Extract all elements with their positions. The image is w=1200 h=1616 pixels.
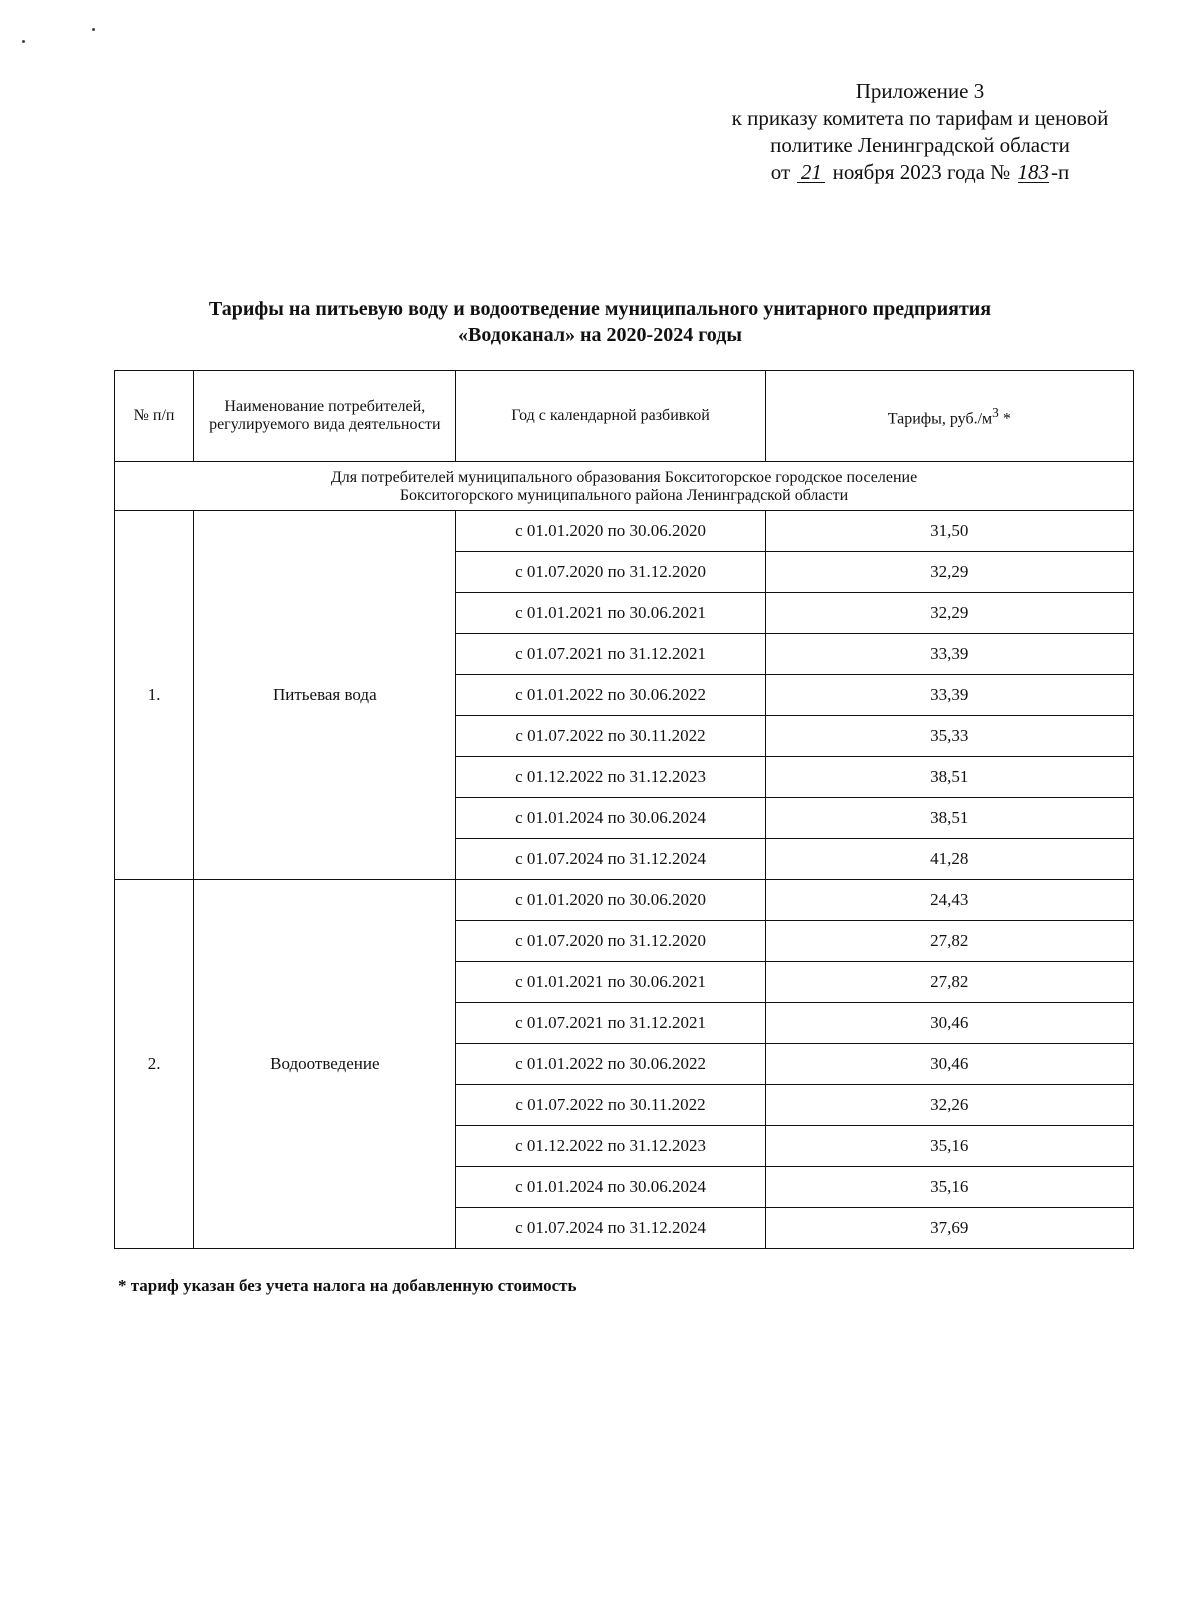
period-cell: с 01.01.2020 по 30.06.2020 <box>456 880 765 921</box>
group-row <box>115 462 1134 511</box>
tariff-value-cell: 33,39 <box>765 675 1133 716</box>
period-cell: с 01.01.2021 по 30.06.2021 <box>456 962 765 1003</box>
order-suffix: -п <box>1051 160 1070 184</box>
tariff-value-cell: 32,29 <box>765 593 1133 634</box>
tariff-value-cell: 38,51 <box>765 757 1133 798</box>
tariff-value-cell: 33,39 <box>765 634 1133 675</box>
tariff-value-cell: 31,50 <box>765 511 1133 552</box>
tariff-value-cell: 37,69 <box>765 1208 1133 1249</box>
header-tariff-asterisk: * <box>998 410 1011 428</box>
period-cell: с 01.01.2021 по 30.06.2021 <box>456 593 765 634</box>
handwritten-order-number: 183 <box>1017 160 1050 184</box>
footnote: * тариф указан без учета налога на добавленную стоимость <box>118 1276 577 1295</box>
tariff-value-cell: 32,29 <box>765 552 1133 593</box>
appendix-committee: политике Ленинградской области <box>770 133 1070 157</box>
header-tariff-sup: 3 <box>992 404 999 420</box>
period-cell: с 01.07.2022 по 30.11.2022 <box>456 1085 765 1126</box>
handwritten-day: 21 <box>797 162 825 183</box>
group-line-2: Бокситогорского муниципального района Ленинградской области <box>399 487 849 504</box>
table-row <box>115 880 1134 921</box>
appendix-number: Приложение 3 <box>855 79 985 103</box>
title-line-2: «Водоканал» на 2020-2024 годы <box>458 324 742 346</box>
tariff-value-cell: 35,16 <box>765 1167 1133 1208</box>
header-tariff <box>765 371 1133 462</box>
period-cell: с 01.01.2024 по 30.06.2024 <box>456 1167 765 1208</box>
appendix-date-line <box>690 159 1150 186</box>
period-cell: с 01.01.2022 по 30.06.2022 <box>456 675 765 716</box>
group-line-1: Для потребителей муниципального образования Бокситогорское городское поселение <box>330 469 918 486</box>
header-tariff-label: Тарифы, руб./м <box>887 410 993 428</box>
header-num: № п/п <box>115 371 194 462</box>
period-cell: с 01.01.2022 по 30.06.2022 <box>456 1044 765 1085</box>
appendix-header <box>690 78 1150 186</box>
period-cell: с 01.07.2022 по 30.11.2022 <box>456 716 765 757</box>
period-cell: с 01.07.2020 по 31.12.2020 <box>456 921 765 962</box>
document-title <box>100 296 1100 348</box>
period-cell: с 01.07.2024 по 31.12.2024 <box>456 1208 765 1249</box>
section-name: Водоотведение <box>194 880 456 1249</box>
tariff-value-cell: 27,82 <box>765 921 1133 962</box>
tariff-table <box>114 370 1134 1249</box>
header-period: Год с календарной разбивкой <box>456 371 765 462</box>
scan-speck <box>92 28 95 31</box>
date-prefix: от <box>770 160 791 184</box>
period-cell: с 01.07.2020 по 31.12.2020 <box>456 552 765 593</box>
table-row <box>115 511 1134 552</box>
section-number: 1. <box>115 511 194 880</box>
tariff-value-cell: 24,43 <box>765 880 1133 921</box>
appendix-order-ref: к приказу комитета по тарифам и ценовой <box>731 106 1109 130</box>
period-cell: с 01.07.2024 по 31.12.2024 <box>456 839 765 880</box>
tariff-value-cell: 30,46 <box>765 1044 1133 1085</box>
tariff-value-cell: 35,16 <box>765 1126 1133 1167</box>
tariff-value-cell: 30,46 <box>765 1003 1133 1044</box>
tariff-value-cell: 35,33 <box>765 716 1133 757</box>
group-cell <box>115 462 1134 511</box>
period-cell: с 01.07.2021 по 31.12.2021 <box>456 1003 765 1044</box>
scan-speck <box>22 40 25 43</box>
header-name: Наименование потребителей, регулируемого вида деятельности <box>194 371 456 462</box>
section-number: 2. <box>115 880 194 1249</box>
table-header-row <box>115 371 1134 462</box>
date-middle: ноября 2023 года № <box>832 160 1011 184</box>
tariff-value-cell: 32,26 <box>765 1085 1133 1126</box>
tariff-value-cell: 38,51 <box>765 798 1133 839</box>
period-cell: с 01.12.2022 по 31.12.2023 <box>456 757 765 798</box>
period-cell: с 01.07.2021 по 31.12.2021 <box>456 634 765 675</box>
period-cell: с 01.12.2022 по 31.12.2023 <box>456 1126 765 1167</box>
tariff-value-cell: 41,28 <box>765 839 1133 880</box>
title-line-1: Тарифы на питьевую воду и водоотведение муниципального унитарного предприятия <box>208 298 992 320</box>
period-cell: с 01.01.2024 по 30.06.2024 <box>456 798 765 839</box>
section-name: Питьевая вода <box>194 511 456 880</box>
tariff-value-cell: 27,82 <box>765 962 1133 1003</box>
period-cell: с 01.01.2020 по 30.06.2020 <box>456 511 765 552</box>
